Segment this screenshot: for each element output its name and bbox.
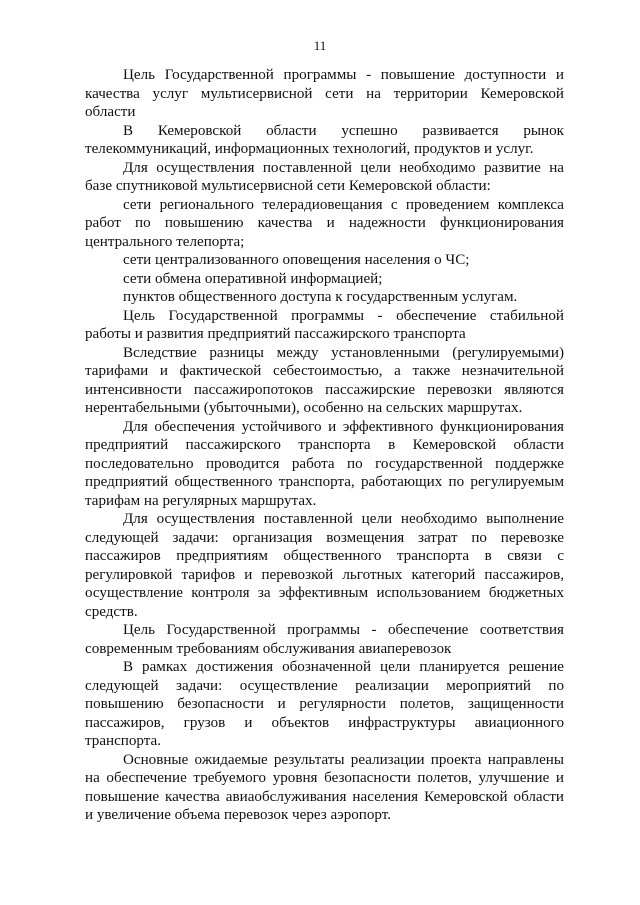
paragraph-public-access-points: пунктов общественного доступа к государственным услугам. (123, 289, 518, 305)
paragraph-telecom-market: В Кемеровской области успешно развивается рынок телекоммуникаций, информационных технологий, продуктов и услуг. (85, 122, 564, 157)
paragraph-transport-support: Для обеспечения устойчивого и эффективного функционирования предприятий пассажирского транспорта в Кемеровской области последовательно проводится работа по государственной поддержке предприятий общественного транспорта, работающих по регулируемым тарифам на регулярных маршрутах. (85, 418, 564, 509)
paragraph-broadcast-network: сети регионального телерадиовещания с проведением комплекса работ по повышению качества и надежности функционирования центрального телепорта; (85, 196, 564, 250)
paragraph-alert-network: сети централизованного оповещения населения о ЧС; (123, 252, 470, 268)
page-number: 11 (313, 38, 327, 53)
paragraph-transport-goal: Цель Государственной программы - обеспечение стабильной работы и развития предприятий пассажирского транспорта (85, 307, 564, 342)
paragraph-expected-results: Основные ожидаемые результаты реализации проекта направлены на обеспечение требуемого уровня безопасности полетов, улучшение и повышение качества авиаобслуживания населения Кемеровской области и увеличение объема перевозок через аэропорт. (85, 751, 564, 823)
paragraph-telecom-development: Для осуществления поставленной цели необходимо развитие на базе спутниковой мультисервисной сети Кемеровской области: (85, 159, 564, 194)
paragraph-aviation-task: В рамках достижения обозначенной цели планируется решение следующей задачи: осуществление реализации мероприятий по повышению безопасности и регулярности полетов, защищенности пассажиров, грузов и объектов инфраструктуры авиационного транспорта. (85, 659, 564, 749)
document-body (85, 66, 564, 825)
paragraph-telecom-goal: Цель Государственной программы - повышение доступности и качества услуг мультисервисной сети на территории Кемеровской области (85, 67, 564, 120)
paragraph-tariff-difference: Вследствие разницы между установленными (регулируемыми) тарифами и фактической себестоимостью, а также незначительной интенсивности пассажиропотоков пассажирские перевозки являются нерентабельными (убыточными), особенно на сельских маршрутах. (85, 344, 564, 416)
paragraph-info-exchange-network: сети обмена оперативной информацией; (123, 270, 383, 287)
paragraph-aviation-goal: Цель Государственной программы - обеспечение соответствия современным требованиям обслуживания авиаперевозок (85, 622, 564, 657)
paragraph-transport-task: Для осуществления поставленной цели необходимо выполнение следующей задачи: организация возмещения затрат по перевозке пассажиров предприятиям общественного транспорта в связи с регулировкой тарифов и перевозкой льготных категорий пассажиров, осуществление контроля за эффективным использованием бюджетных средств. (85, 511, 564, 620)
